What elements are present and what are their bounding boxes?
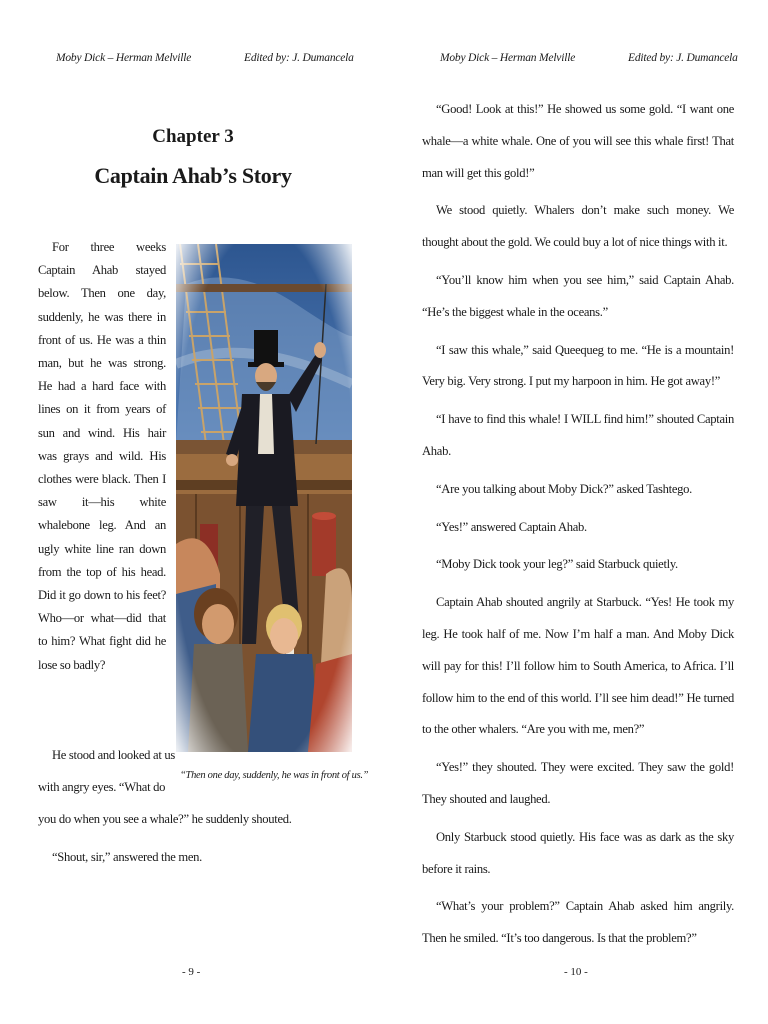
paragraph: “Good! Look at this!” He showed us some gold. “I want one whale—a white whale. One of you will see this whale first! That man will get this gold!” bbox=[422, 102, 734, 180]
right-page-body bbox=[422, 94, 734, 961]
paragraph-line: you do when you see a whale?” he suddenly shouted. bbox=[38, 812, 292, 826]
paragraph: Only Starbuck stood quietly. His face was as dark as the sky before it rains. bbox=[422, 829, 734, 876]
illustration-caption: “Then one day, suddenly, he was in front of us.” bbox=[180, 770, 369, 781]
paragraph: For three weeks Captain Ahab stayed below. Then one day, suddenly, he was there in front of us. He was a thin man, but he was strong. He had a hard face with lines on it from years of sun and wind. His hair was grays and wild. His clothes were black. Then I saw it—his white whalebone leg. And an ugly white line ran down from the top of his head. Did it go down to his feet? Who—or what—did that to him? What fight did he lose so badly? bbox=[38, 240, 166, 672]
wrapped-text-column bbox=[38, 236, 166, 677]
chapter-number: Chapter 3 bbox=[152, 126, 234, 147]
paragraph-line: with angry eyes. “What do bbox=[38, 780, 166, 794]
paragraph: “What’s your problem?” Captain Ahab asked him angrily. Then he smiled. “It’s too dangerous. Is that the problem?” bbox=[422, 899, 734, 946]
paragraph: “You’ll know him when you see him,” said Captain Ahab. “He’s the biggest whale in the oceans.” bbox=[422, 272, 734, 319]
captain-ahab-illustration bbox=[176, 244, 352, 752]
paragraph: “Shout, sir,” answered the men. bbox=[52, 850, 203, 864]
paragraph: “Yes!” answered Captain Ahab. bbox=[436, 519, 587, 534]
running-header-title: Moby Dick – Herman Melville bbox=[440, 52, 576, 64]
paragraph: “Yes!” they shouted. They were excited. They saw the gold! They shouted and laughed. bbox=[422, 760, 734, 806]
running-header-editor: Edited by: J. Dumancela bbox=[628, 52, 738, 64]
paragraph: “Are you talking about Moby Dick?” asked Tashtego. bbox=[436, 481, 692, 496]
paragraph-line: He stood and looked at us bbox=[52, 748, 175, 762]
paragraph: “I have to find this whale! I WILL find him!” shouted Captain Ahab. bbox=[422, 412, 734, 458]
paragraph: “I saw this whale,” said Queequeg to me. “He is a mountain! Very big. Very strong. I put my harpoon in him. He got away!” bbox=[422, 342, 734, 389]
paragraph: Captain Ahab shouted angrily at Starbuck. “Yes! He took my leg. He took half of me. Now I’m half a man. And Moby Dick will pay for this! I’ll follow him to South America, to Africa. I’ll follow him to the end of this world. I’ll see him dead!” He turned to the other whalers. “Are you with me, men?” bbox=[422, 595, 734, 737]
running-header-editor: Edited by: J. Dumancela bbox=[244, 52, 354, 64]
running-header-title: Moby Dick – Herman Melville bbox=[56, 52, 192, 64]
chapter-title: Captain Ahab’s Story bbox=[94, 163, 292, 188]
paragraph: We stood quietly. Whalers don’t make such money. We thought about the gold. We could buy a lot of nice things with it. bbox=[422, 203, 734, 250]
paragraph: “Moby Dick took your leg?” said Starbuck quietly. bbox=[436, 557, 678, 572]
page-number: - 9 - bbox=[182, 966, 201, 978]
page-number: - 10 - bbox=[564, 966, 588, 978]
